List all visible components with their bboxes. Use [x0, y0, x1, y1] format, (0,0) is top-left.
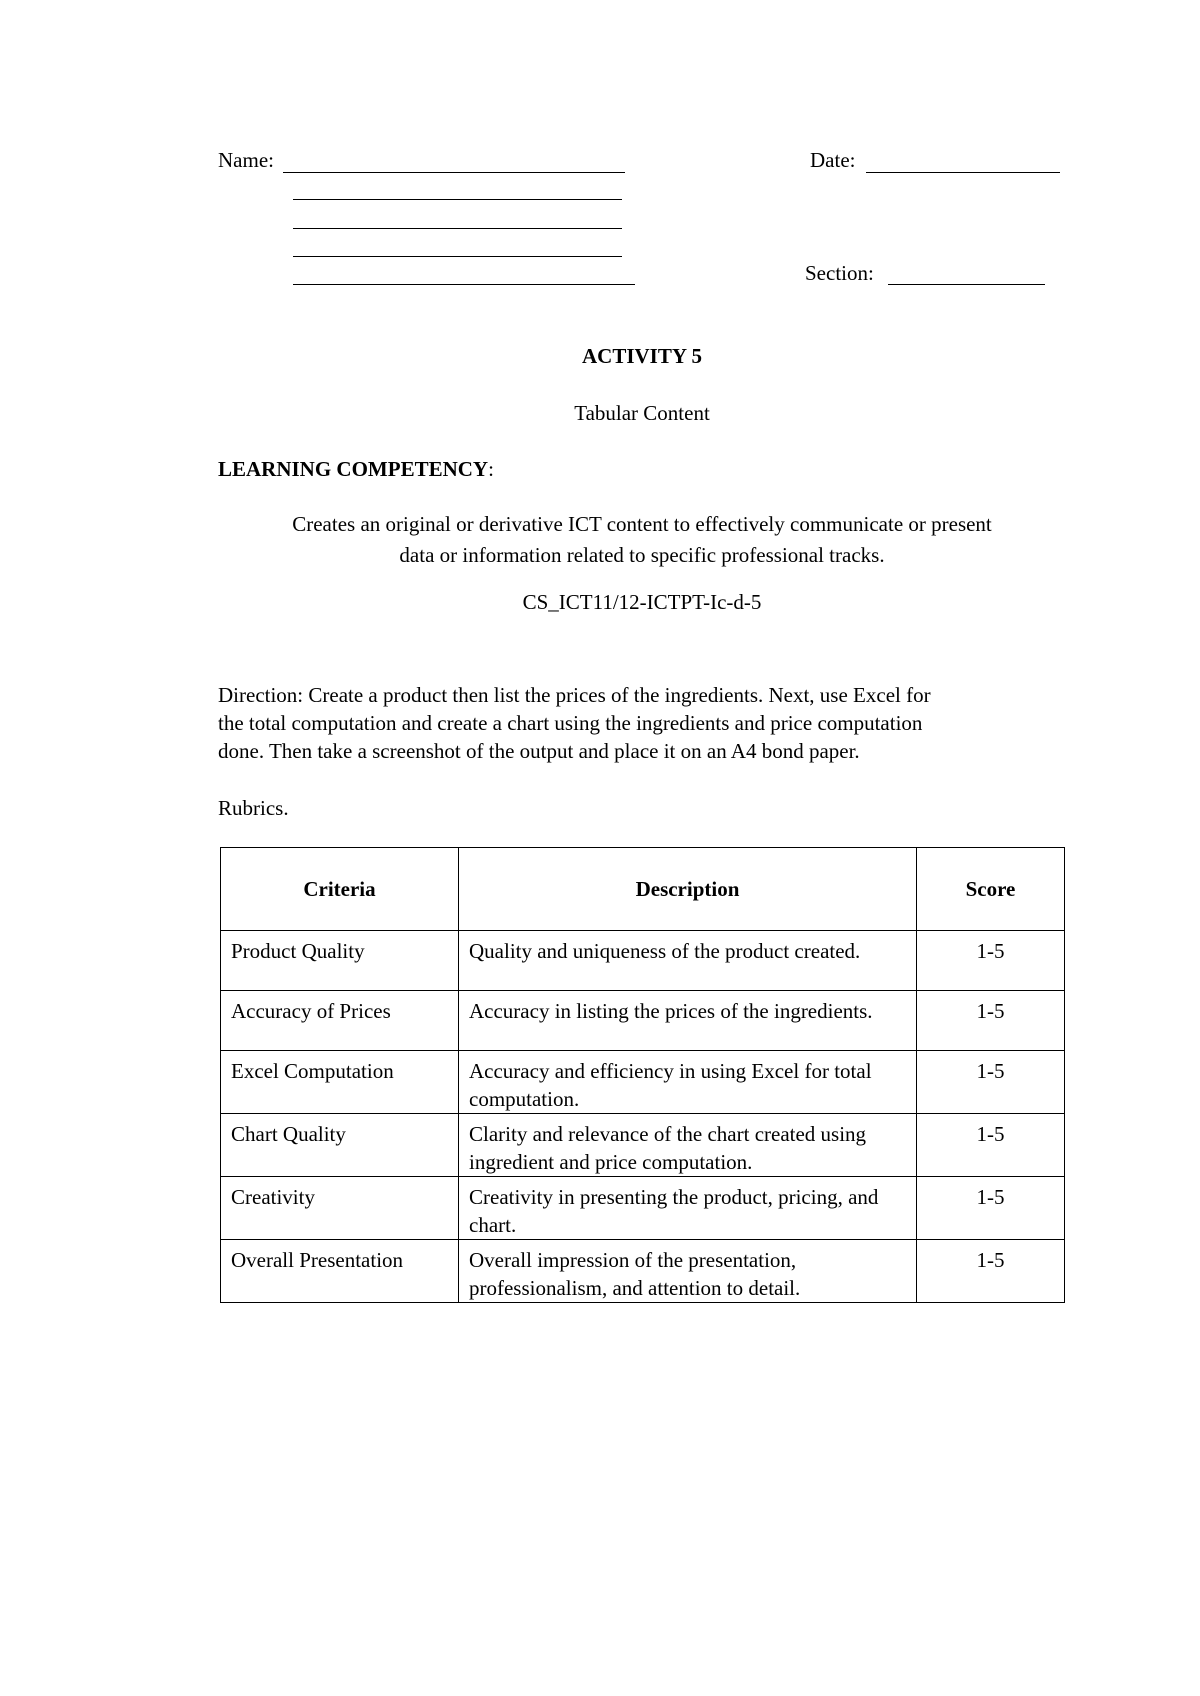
criteria-cell: Product Quality: [221, 931, 459, 991]
description-cell: Clarity and relevance of the chart created using ingredient and price computation.: [459, 1114, 917, 1177]
table-row: [221, 1240, 1065, 1303]
score-cell: 1-5: [917, 931, 1065, 991]
name-line-1[interactable]: [283, 172, 625, 173]
section-label: Section:: [805, 261, 874, 285]
competency-heading-text: LEARNING COMPETENCY: [218, 457, 489, 481]
activity-subtitle: Tabular Content: [574, 401, 710, 425]
description-header: Description: [459, 848, 917, 931]
description-cell: Accuracy in listing the prices of the ingredients.: [459, 991, 917, 1051]
name-line-5[interactable]: [293, 284, 635, 285]
criteria-cell: Creativity: [221, 1177, 459, 1240]
criteria-cell: Overall Presentation: [221, 1240, 459, 1303]
competency-colon: :: [488, 457, 494, 481]
score-cell: 1-5: [917, 991, 1065, 1051]
criteria-cell: Excel Computation: [221, 1051, 459, 1114]
direction-line1: Direction: Create a product then list the prices of the ingredients. Next, use Excel for: [218, 683, 931, 707]
rubrics-label: Rubrics.: [218, 796, 289, 820]
table-row: [221, 991, 1065, 1051]
criteria-header: Criteria: [221, 848, 459, 931]
table-row: [221, 931, 1065, 991]
competency-text-line2: data or information related to specific professional tracks.: [399, 543, 885, 567]
score-cell: 1-5: [917, 1177, 1065, 1240]
description-cell: Accuracy and efficiency in using Excel for total computation.: [459, 1051, 917, 1114]
criteria-cell: Accuracy of Prices: [221, 991, 459, 1051]
description-cell: Overall impression of the presentation, professionalism, and attention to detail.: [459, 1240, 917, 1303]
rubric-header-row: [221, 848, 1065, 931]
date-line[interactable]: [866, 172, 1060, 173]
direction-line2: the total computation and create a chart using the ingredients and price computation: [218, 711, 923, 735]
score-cell: 1-5: [917, 1240, 1065, 1303]
name-line-3[interactable]: [293, 228, 622, 229]
score-cell: 1-5: [917, 1114, 1065, 1177]
criteria-cell: Chart Quality: [221, 1114, 459, 1177]
name-line-2[interactable]: [293, 199, 622, 200]
description-cell: Quality and uniqueness of the product created.: [459, 931, 917, 991]
score-header: Score: [917, 848, 1065, 931]
score-cell: 1-5: [917, 1051, 1065, 1114]
activity-title: ACTIVITY 5: [582, 344, 702, 368]
competency-text-line1: Creates an original or derivative ICT content to effectively communicate or present: [292, 512, 992, 536]
competency-code: CS_ICT11/12-ICTPT-Ic-d-5: [522, 590, 762, 614]
table-row: [221, 1177, 1065, 1240]
table-row: [221, 1114, 1065, 1177]
name-line-4[interactable]: [293, 256, 622, 257]
date-label: Date:: [810, 148, 856, 172]
rubric-table: [220, 847, 1065, 1303]
section-line[interactable]: [888, 284, 1045, 285]
name-label: Name:: [218, 148, 274, 172]
description-cell: Creativity in presenting the product, pricing, and chart.: [459, 1177, 917, 1240]
direction-line3: done. Then take a screenshot of the output and place it on an A4 bond paper.: [218, 739, 860, 763]
competency-heading: [218, 457, 494, 482]
table-row: [221, 1051, 1065, 1114]
